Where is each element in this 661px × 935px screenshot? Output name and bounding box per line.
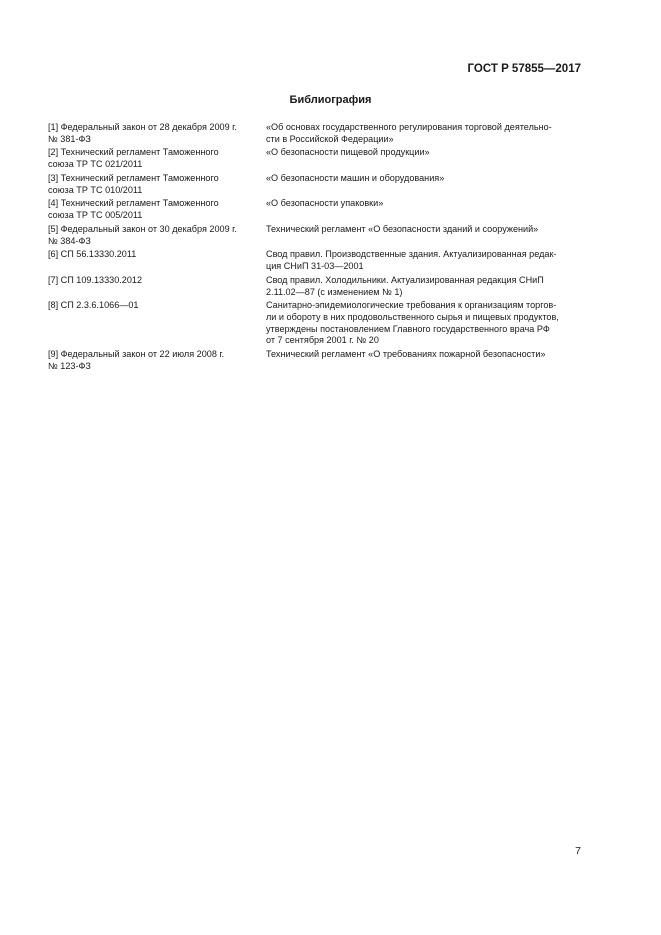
reference-line: союза ТР ТС 005/2011 bbox=[48, 210, 143, 221]
bibliography-entry bbox=[48, 300, 582, 346]
bibliography-description bbox=[266, 275, 582, 298]
bibliography-reference bbox=[48, 122, 266, 145]
bibliography-entry bbox=[48, 275, 582, 298]
page-number: 7 bbox=[575, 845, 581, 857]
reference-line: [8] СП 2.3.6.1066—01 bbox=[48, 300, 139, 311]
bibliography-entry bbox=[48, 349, 582, 372]
reference-line: союза ТР ТС 010/2011 bbox=[48, 184, 143, 195]
bibliography-entry bbox=[48, 173, 582, 196]
reference-line: № 123-ФЗ bbox=[48, 360, 91, 371]
bibliography-reference bbox=[48, 198, 266, 221]
reference-line: № 381-ФЗ bbox=[48, 133, 91, 144]
description-line: сти в Российской Федерации» bbox=[266, 133, 394, 144]
bibliography-reference bbox=[48, 173, 266, 196]
description-line: ли и обороту в них продовольственного сырья и пищевых продуктов, bbox=[266, 311, 559, 322]
bibliography-entry bbox=[48, 122, 582, 145]
reference-line: [7] СП 109.13330.2012 bbox=[48, 274, 143, 285]
bibliography-reference bbox=[48, 349, 266, 372]
bibliography-entry bbox=[48, 224, 582, 247]
bibliography-description bbox=[266, 300, 582, 346]
description-line: Санитарно-эпидемиологические требования к организациям торгов- bbox=[266, 300, 557, 311]
bibliography-reference bbox=[48, 224, 266, 247]
bibliography-entry bbox=[48, 198, 582, 221]
bibliography-description bbox=[266, 122, 582, 145]
reference-line: [9] Федеральный закон от 22 июля 2008 г. bbox=[48, 349, 225, 360]
bibliography-list bbox=[48, 122, 582, 375]
description-line: «О безопасности упаковки» bbox=[266, 198, 384, 209]
reference-line: № 384-ФЗ bbox=[48, 235, 91, 246]
description-line: Технический регламент «О требованиях пожарной безопасности» bbox=[266, 349, 546, 360]
description-line: «О безопасности машин и оборудования» bbox=[266, 172, 445, 183]
section-title: Библиография bbox=[289, 94, 372, 106]
bibliography-description bbox=[266, 147, 582, 170]
reference-line: союза ТР ТС 021/2011 bbox=[48, 159, 143, 170]
description-line: ция СНиП 31-03—2001 bbox=[266, 261, 364, 272]
reference-line: [2] Технический регламент Таможенного bbox=[48, 147, 219, 158]
reference-line: [5] Федеральный закон от 30 декабря 2009 г. bbox=[48, 223, 237, 234]
bibliography-description bbox=[266, 173, 582, 196]
description-line: «О безопасности пищевой продукции» bbox=[266, 147, 430, 158]
description-line: Технический регламент «О безопасности зданий и сооружений» bbox=[266, 223, 539, 234]
reference-line: [1] Федеральный закон от 28 декабря 2009 г. bbox=[48, 122, 237, 132]
bibliography-reference bbox=[48, 300, 266, 346]
bibliography-description bbox=[266, 224, 582, 247]
bibliography-description bbox=[266, 349, 582, 372]
bibliography-entry bbox=[48, 249, 582, 272]
bibliography-reference bbox=[48, 275, 266, 298]
description-line: 2.11.02—87 (с изменением № 1) bbox=[266, 286, 403, 297]
reference-line: [4] Технический регламент Таможенного bbox=[48, 198, 219, 209]
bibliography-description bbox=[266, 249, 582, 272]
description-line: Свод правил. Холодильники. Актуализированная редакция СНиП bbox=[266, 274, 544, 285]
description-line: Свод правил. Производственные здания. Актуализированная редак- bbox=[266, 249, 557, 260]
bibliography-reference bbox=[48, 249, 266, 272]
description-line: «Об основах государственного регулирования торговой деятельно- bbox=[266, 122, 552, 132]
bibliography-reference bbox=[48, 147, 266, 170]
document-code: ГОСТ Р 57855—2017 bbox=[467, 63, 581, 75]
reference-line: [3] Технический регламент Таможенного bbox=[48, 172, 219, 183]
bibliography-entry bbox=[48, 147, 582, 170]
description-line: утверждены постановлением Главного государственного врача РФ bbox=[266, 323, 550, 334]
reference-line: [6] СП 56.13330.2011 bbox=[48, 249, 137, 260]
bibliography-description bbox=[266, 198, 582, 221]
description-line: от 7 сентября 2001 г. № 20 bbox=[266, 335, 379, 346]
